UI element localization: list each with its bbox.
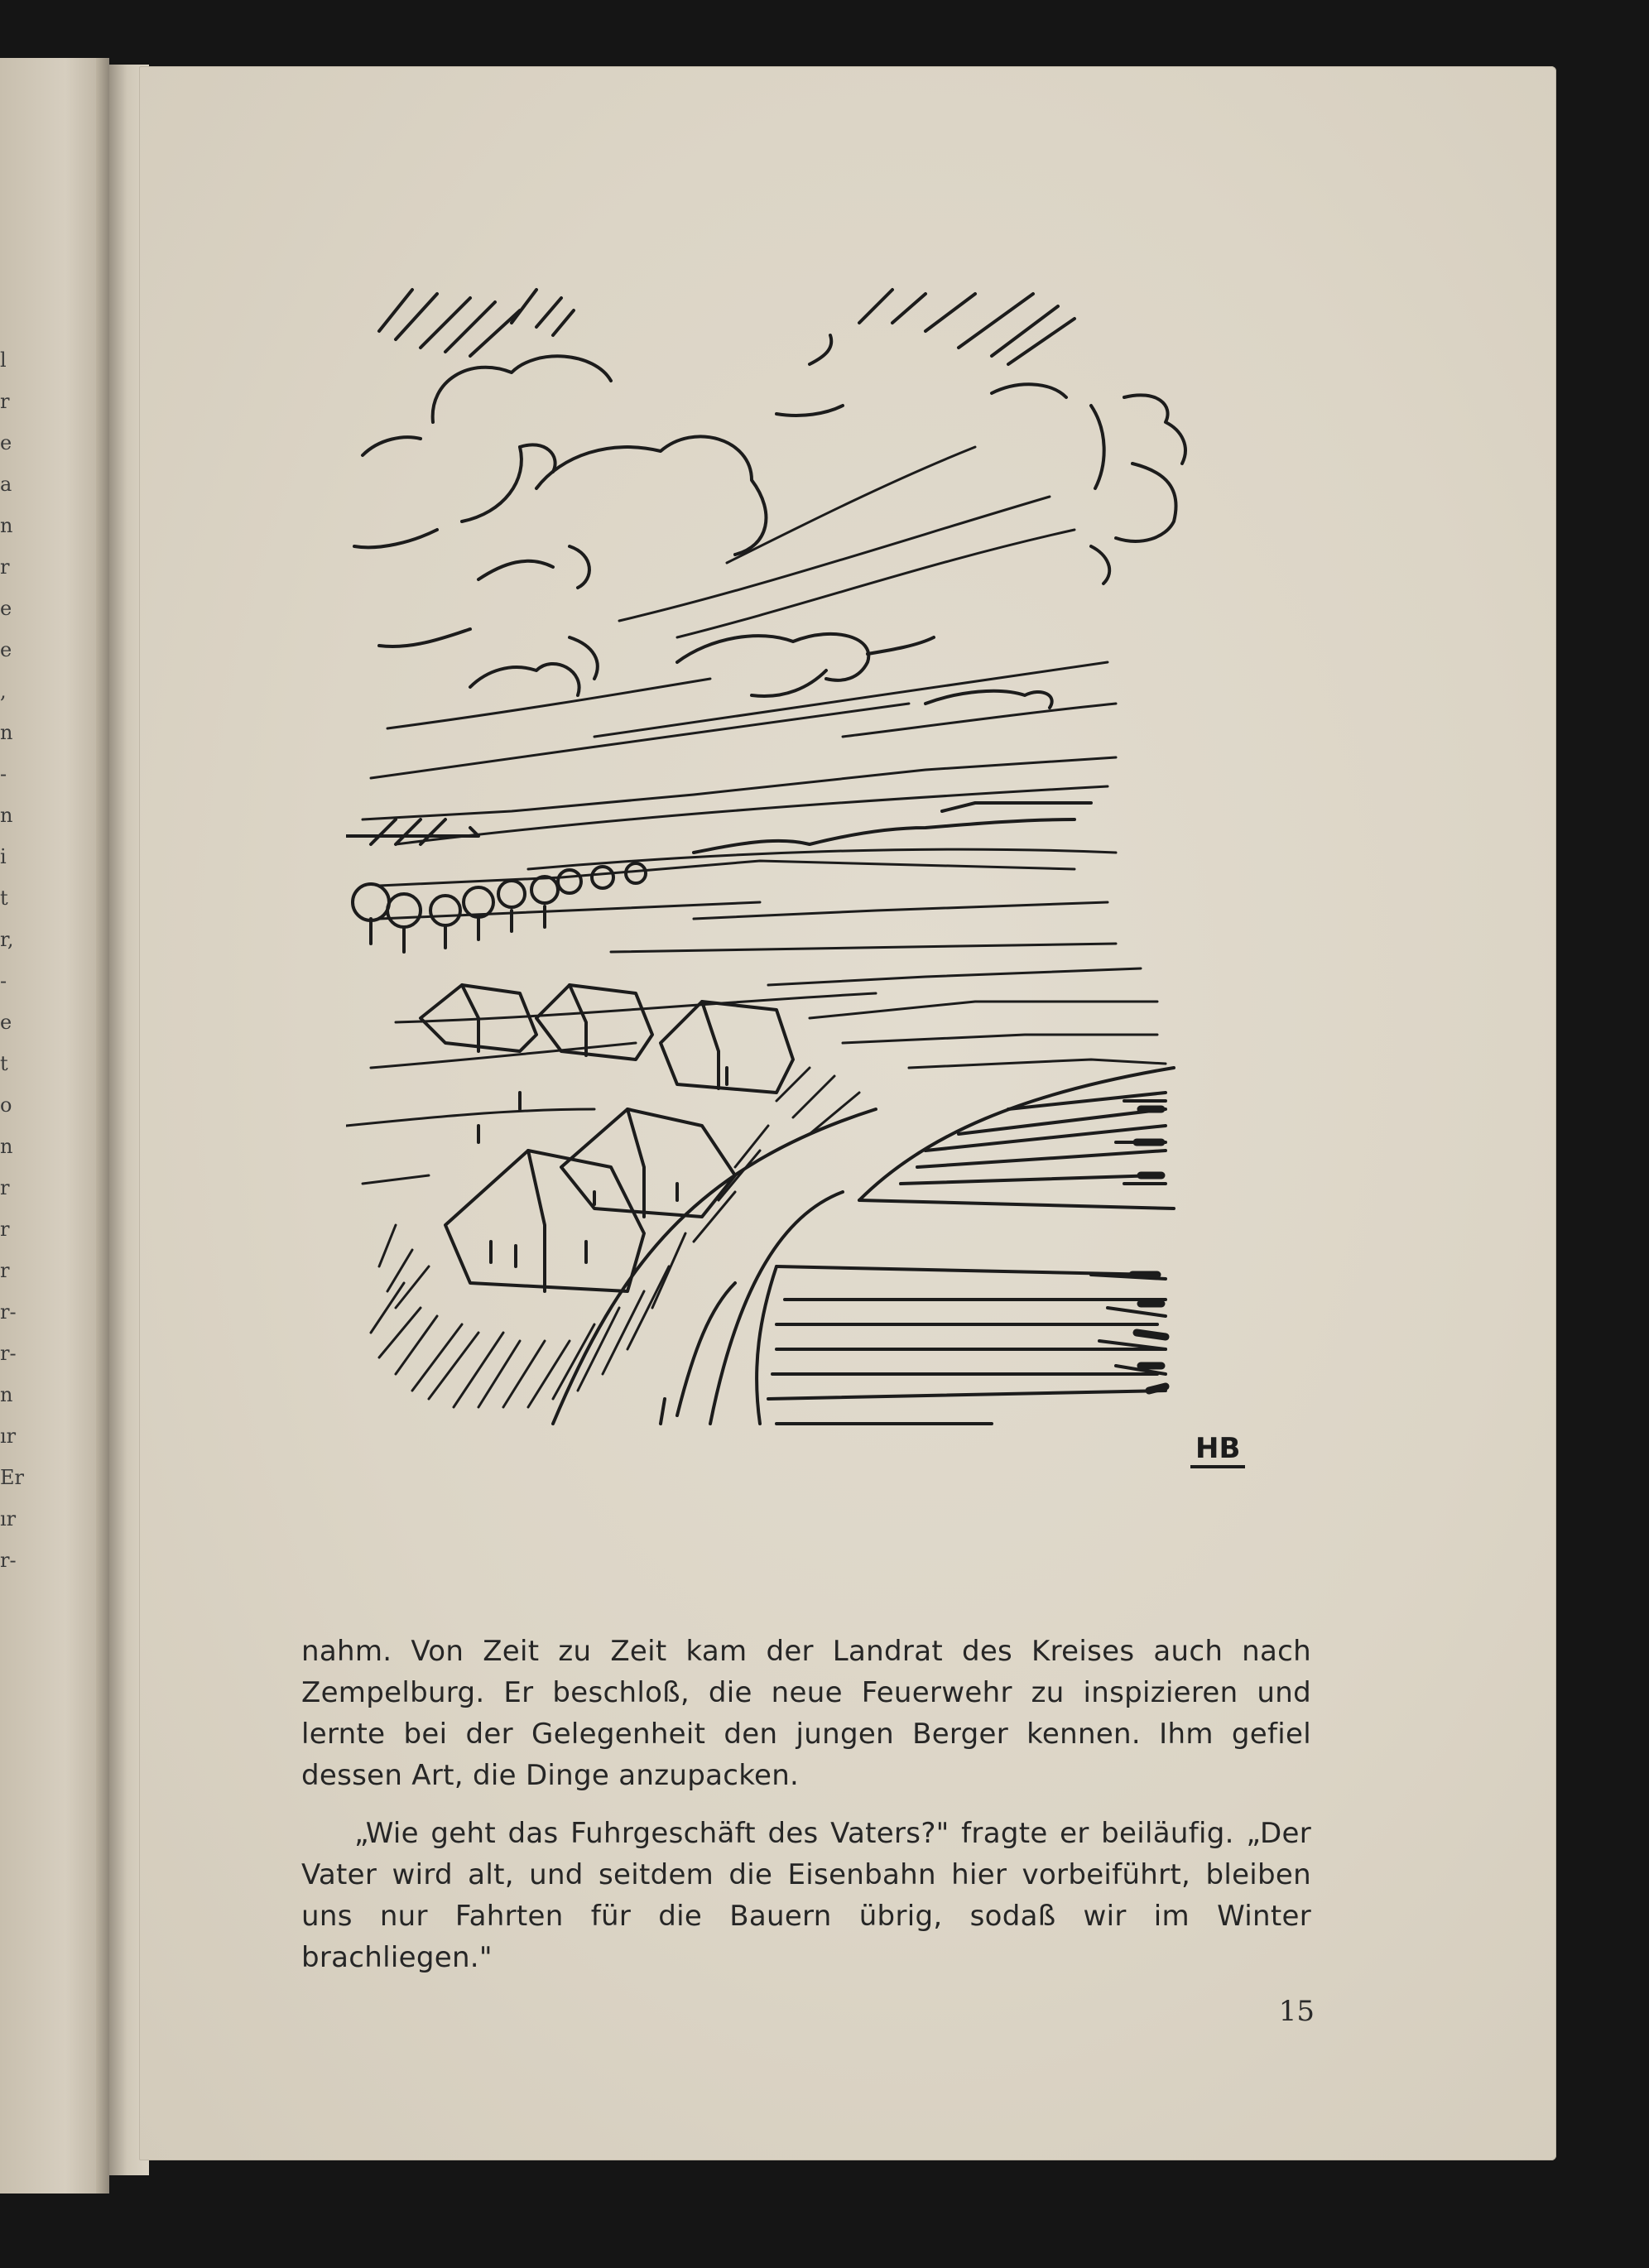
left-page-text-stub: e — [0, 597, 12, 620]
left-page-text-stub: - — [0, 762, 7, 786]
left-page-edge — [0, 58, 109, 2194]
left-page-text-stub: r, — [0, 928, 14, 951]
left-page-text-stub: , — [0, 680, 7, 703]
paragraph-2: „Wie geht das Fuhrgeschäft des Vaters?" fragte er beiläufig. „Der Vater wird alt, und seitdem die Eisenbahn hier vorbeiführt, bleiben uns nur Fahrten für die Bauern übrig, sodaß wir im Winter brachliegen." — [301, 1817, 1311, 1974]
left-page-text-stub: r- — [0, 1342, 17, 1365]
paragraph-1: nahm. Von Zeit zu Zeit kam der Landrat des Kreises auch nach Zempelburg. Er beschloß, die neue Feuerwehr zu inspizieren und lernte bei der Gelegenheit den jungen Berger kennen. Ihm gefiel dessen Art, die Dinge anzupacken. — [301, 1635, 1311, 1792]
left-page-text-stub: r — [0, 1218, 10, 1241]
left-page-text-stub: n — [0, 514, 13, 537]
landscape-illustration — [346, 273, 1389, 1531]
left-page-text-stub: r — [0, 1259, 10, 1282]
left-page-text-stub: ır — [0, 1425, 17, 1448]
artist-monogram: HB — [1190, 1432, 1245, 1468]
left-page-text-stub: n — [0, 721, 13, 744]
left-page-text-stub: e — [0, 431, 12, 454]
hatched-fields — [757, 1068, 1174, 1424]
left-page-text-stub: r — [0, 390, 10, 413]
left-page-text-stub: a — [0, 473, 12, 496]
sky-streaks — [371, 447, 1116, 778]
left-page-text-stub: e — [0, 638, 12, 661]
book-page — [139, 66, 1556, 2160]
left-page-text-stubs — [0, 339, 24, 1581]
left-page-text-stub: r — [0, 555, 10, 579]
left-page-text-stub: r- — [0, 1300, 17, 1324]
left-page-text-stub: n — [0, 804, 13, 827]
left-page-text-stub: t — [0, 887, 8, 910]
left-page-text-stub: ır — [0, 1507, 17, 1530]
page-number: 15 — [1278, 1995, 1315, 2028]
left-page-text-stub: - — [0, 969, 7, 992]
clouds — [354, 335, 1185, 708]
left-page-text-stub: i — [0, 845, 7, 868]
left-page-text-stub: r — [0, 1176, 10, 1199]
body-text — [301, 1631, 1311, 1995]
village-landscape-drawing — [346, 273, 1389, 1531]
left-page-text-stub: n — [0, 1383, 13, 1406]
left-page-text-stub: e — [0, 1011, 12, 1034]
wind-strokes — [379, 290, 1074, 364]
left-page-text-stub: l — [0, 348, 7, 372]
left-page-text-stub: Er — [0, 1466, 24, 1489]
left-page-binding-edge — [96, 58, 109, 2194]
village-houses — [421, 985, 793, 1291]
left-page-text-stub: n — [0, 1135, 13, 1158]
tree-row — [346, 803, 1091, 952]
left-page-text-stub: r- — [0, 1549, 17, 1572]
left-page-text-stub: o — [0, 1093, 12, 1117]
left-page-text-stub: t — [0, 1052, 8, 1075]
